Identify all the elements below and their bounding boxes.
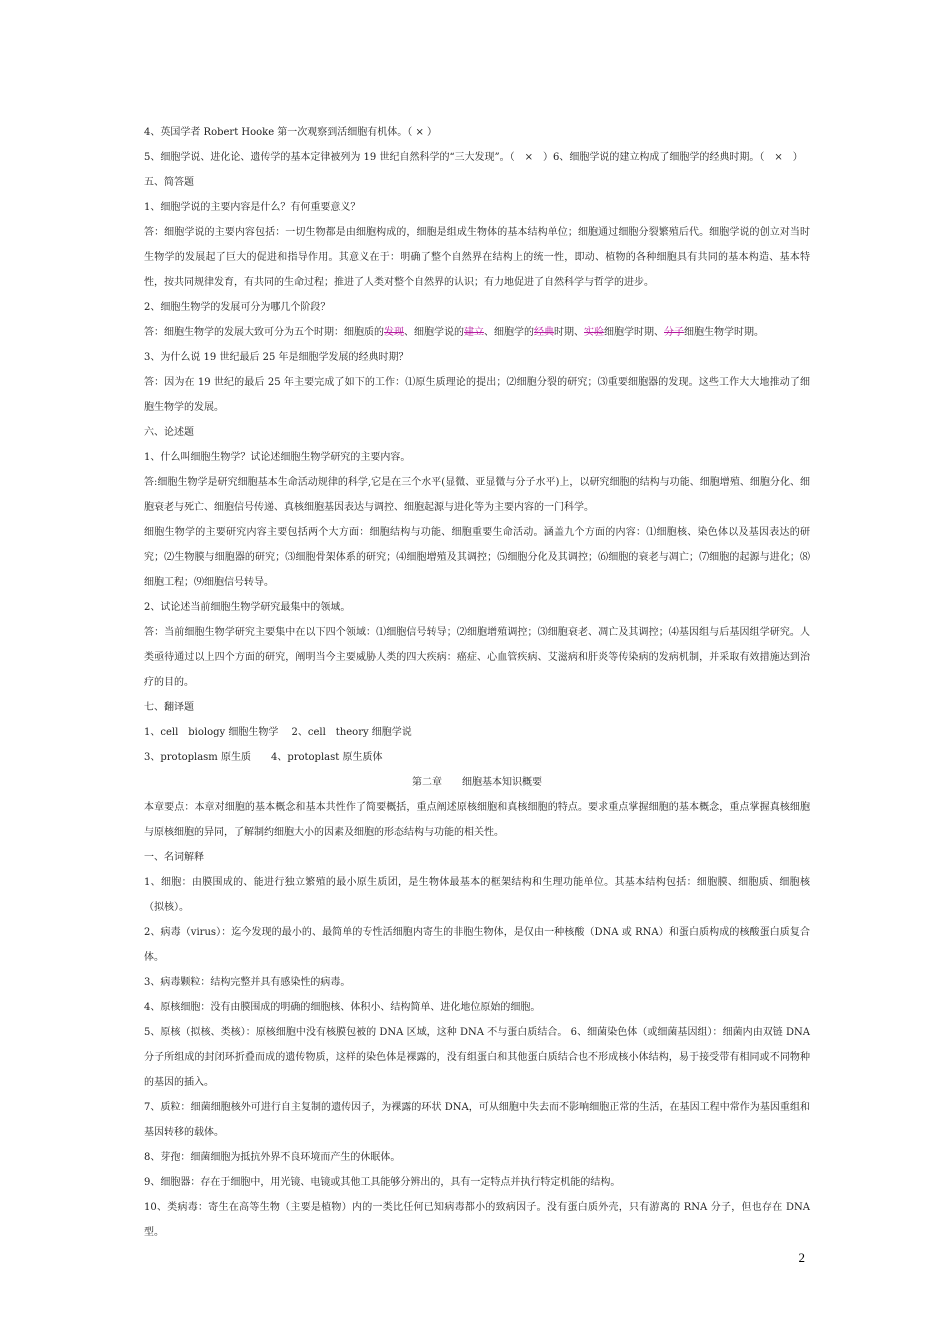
essay-answer-1b: 细胞生物学的主要研究内容主要包括两个大方面：细胞结构与功能、细胞重要生命活动。涵盖九个方面的内容：⑴细胞核、染色体以及基因表达的研究；⑵生物膜与细胞器的研究；⑶细胞骨架体系的研究；⑷细胞增殖及其调控；⑸细胞分化及其调控；⑹细胞的衰老与凋亡；⑺细胞的起源与进化；⑻细胞工程；⑼细胞信号转导。 [144, 527, 810, 588]
answer-2-text: 细胞学时期、 [604, 327, 664, 338]
section-heading-definitions: 一、名词解释 [144, 852, 204, 863]
strikethrough-text: 发现 [384, 327, 404, 338]
section-heading-translation: 七、翻译题 [144, 702, 194, 713]
answer-2-text: 细胞生物学时期。 [684, 327, 764, 338]
definition-cell: 1、细胞：由膜围成的、能进行独立繁殖的最小原生质团，是生物体最基本的框架结构和生理功能单位。其基本结构包括：细胞膜、细胞质、细胞核（拟核）。 [144, 877, 810, 913]
essay-question-2: 2、试论述当前细胞生物学研究最集中的领域。 [144, 602, 351, 613]
question-2: 2、细胞生物学的发展可分为哪几个阶段？ [144, 302, 331, 313]
document-body [144, 120, 810, 1245]
essay-answer-1a: 答:细胞生物学是研究细胞基本生命活动规律的科学,它是在三个水平(显微、亚显微与分子水平)上，以研究细胞的结构与功能、细胞增殖、细胞分化、细胞衰老与死亡、细胞信号传递、真核细胞基因表达与调控、细胞起源与进化等为主要内容的一门科学。 [144, 477, 810, 513]
answer-2-text: 时期、 [554, 327, 584, 338]
definition-plasmid: 7、质粒：细菌细胞核外可进行自主复制的遗传因子，为裸露的环状 DNA，可从细胞中失去而不影响细胞正常的生活，在基因工程中常作为基因重组和基因转移的载体。 [144, 1102, 810, 1138]
strikethrough-text: 建立 [464, 327, 484, 338]
definition-nucleoid: 5、原核（拟核、类核）：原核细胞中没有核膜包被的 DNA 区域，这种 DNA 不与蛋白质结合。 6、细菌染色体（或细菌基因组）：细菌内由双链 DNA 分子所组成的封闭环折叠而成的遗传物质，这样的染色体是裸露的，没有组蛋白和其他蛋白质结合也不形成核小体结构，易于接受带有相同或不同物种的基因的插入。 [144, 1027, 810, 1088]
answer-2 [144, 320, 810, 345]
translation-items-3-4: 3、protoplasm 原生质 4、protoplast 原生质体 [144, 752, 383, 763]
definition-viroid: 10、类病毒：寄生在高等生物（主要是植物）内的一类比任何已知病毒都小的致病因子。没有蛋白质外壳，只有游离的 RNA 分子，但也存在 DNA 型。 [144, 1202, 810, 1238]
definition-prokaryote: 4、原核细胞：没有由膜围成的明确的细胞核、体积小、结构简单、进化地位原始的细胞。 [144, 1002, 541, 1013]
true-false-item-5-6: 5、细胞学说、进化论、遗传学的基本定律被列为 19 世纪自然科学的“三大发现”。（ × ）6、细胞学说的建立构成了细胞学的经典时期。（ × ） [144, 152, 803, 163]
strikethrough-text: 分子 [664, 327, 684, 338]
answer-2-text: 、细胞学的 [484, 327, 534, 338]
chapter-summary: 本章要点：本章对细胞的基本概念和基本共性作了简要概括，重点阐述原核细胞和真核细胞的特点。要求重点掌握细胞的基本概念，重点掌握真核细胞与原核细胞的异同，了解制约细胞大小的因素及细胞的形态结构与功能的相关性。 [144, 802, 810, 838]
definition-virus: 2、病毒（virus）：迄今发现的最小的、最简单的专性活细胞内寄生的非胞生物体，是仅由一种核酸（DNA 或 RNA）和蛋白质构成的核酸蛋白质复合体。 [144, 927, 810, 963]
answer-3: 答：因为在 19 世纪的最后 25 年主要完成了如下的工作：⑴原生质理论的提出；⑵细胞分裂的研究；⑶重要细胞器的发现。这些工作大大地推动了细胞生物学的发展。 [144, 377, 810, 413]
true-false-item-4: 4、英国学者 Robert Hooke 第一次观察到活细胞有机体。（ × ） [144, 127, 438, 138]
answer-1: 答：细胞学说的主要内容包括：一切生物都是由细胞构成的，细胞是组成生物体的基本结构单位；细胞通过细胞分裂繁殖后代。细胞学说的创立对当时生物学的发展起了巨大的促进和指导作用。其意义在于：明确了整个自然界在结构上的统一性，即动、植物的各种细胞具有共同的基本构造、基本特性，按共同规律发育，有共同的生命过程；推进了人类对整个自然界的认识；有力地促进了自然科学与哲学的进步。 [144, 227, 810, 288]
chapter-title: 第二章 细胞基本知识概要 [412, 777, 542, 788]
translation-items-1-2: 1、cell biology 细胞生物学 2、cell theory 细胞学说 [144, 727, 412, 738]
essay-answer-2: 答：当前细胞生物学研究主要集中在以下四个领域：⑴细胞信号转导；⑵细胞增殖调控；⑶细胞衰老、凋亡及其调控；⑷基因组与后基因组学研究。人类亟待通过以上四个方面的研究，阐明当今主要威胁人类的四大疾病：癌症、心血管疾病、艾滋病和肝炎等传染病的发病机制，并采取有效措施达到治疗的目的。 [144, 627, 810, 688]
essay-question-1: 1、什么叫细胞生物学？试论述细胞生物学研究的主要内容。 [144, 452, 411, 463]
question-1: 1、细胞学说的主要内容是什么？有何重要意义？ [144, 202, 361, 213]
section-heading-essay: 六、论述题 [144, 427, 194, 438]
answer-2-text: 答：细胞生物学的发展大致可分为五个时期：细胞质的 [144, 327, 384, 338]
strikethrough-text: 实验 [584, 327, 604, 338]
section-heading-short-answer: 五、简答题 [144, 177, 194, 188]
answer-2-text: 、细胞学说的 [404, 327, 464, 338]
page-number: 2 [798, 1250, 805, 1265]
definition-spore: 8、芽孢：细菌细胞为抵抗外界不良环境而产生的休眠体。 [144, 1152, 401, 1163]
question-3: 3、为什么说 19 世纪最后 25 年是细胞学发展的经典时期？ [144, 352, 409, 363]
definition-virion: 3、病毒颗粒：结构完整并具有感染性的病毒。 [144, 977, 351, 988]
strikethrough-text: 经典 [534, 327, 554, 338]
definition-organelle: 9、细胞器：存在于细胞中，用光镜、电镜或其他工具能够分辨出的，具有一定特点并执行特定机能的结构。 [144, 1177, 621, 1188]
